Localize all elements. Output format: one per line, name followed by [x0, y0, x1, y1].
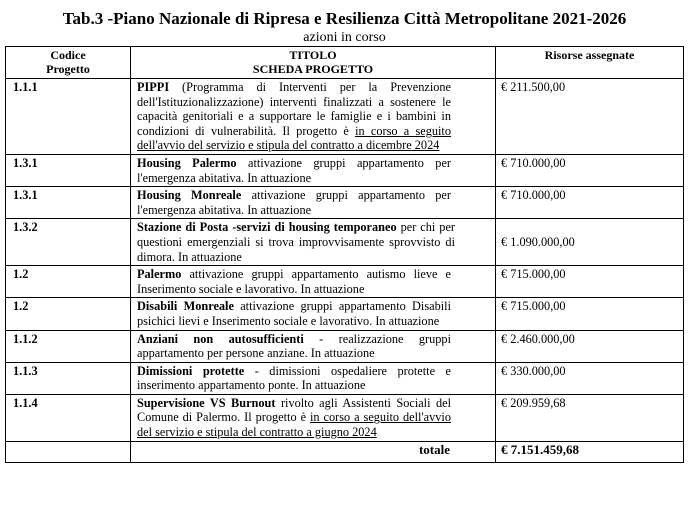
project-name: Housing Palermo	[137, 155, 237, 170]
project-text: - dimissioni ospedaliere protette e inserimento appartamento ponte. In attuazione	[137, 363, 451, 393]
table-row	[6, 330, 684, 362]
project-code: 1.1.1	[6, 79, 131, 155]
project-description	[131, 298, 496, 330]
table-row	[6, 362, 684, 394]
assigned-amount: € 2.460.000,00	[496, 330, 684, 362]
project-name: PIPPI	[137, 80, 170, 94]
project-name: Stazione di Posta -servizi di housing temporaneo	[137, 220, 397, 235]
project-code: 1.1.3	[6, 362, 131, 394]
project-code: 1.3.1	[6, 154, 131, 186]
assigned-amount: € 715.000,00	[496, 298, 684, 330]
assigned-amount: € 1.090.000,00	[496, 219, 684, 266]
project-name: Supervisione VS Burnout	[137, 395, 276, 410]
table-row	[6, 266, 684, 298]
project-description	[131, 187, 496, 219]
project-text: attivazione gruppi appartamento per l'emergenza abitativa. In attuazione	[137, 155, 452, 185]
project-text: - realizzazione gruppi appartamento per persone anziane. In attuazione	[137, 331, 451, 361]
assigned-amount: € 209.959,68	[496, 394, 684, 441]
project-status-underlined: in corso a seguito dell'avvio del servizio e stipula del contratto a dicembre 2024	[137, 123, 451, 153]
project-description	[131, 394, 496, 441]
table-row	[6, 187, 684, 219]
table-title: Tab.3 -Piano Nazionale di Ripresa e Resilienza Città Metropolitane 2021-2026	[62, 9, 627, 28]
header-titolo: TITOLO SCHEDA PROGETTO	[131, 47, 496, 79]
project-description	[131, 154, 496, 186]
assigned-amount: € 330.000,00	[496, 362, 684, 394]
project-code: 1.1.2	[6, 330, 131, 362]
project-code: 1.1.4	[6, 394, 131, 441]
project-text: attivazione gruppi appartamento per l'emergenza abitativa. In attuazione	[137, 188, 451, 217]
project-description	[131, 362, 496, 394]
total-label: totale	[131, 441, 496, 462]
header-code: Codice Progetto	[6, 47, 131, 79]
total-amount: € 7.151.459,68	[496, 441, 684, 462]
project-name: Disabili Monreale	[137, 299, 234, 314]
header-row	[6, 47, 684, 79]
project-status-underlined: in corso a seguito dell'avvio del servizio e stipula del contratto a giugno 2024	[137, 410, 451, 440]
table-row	[6, 219, 684, 266]
assigned-amount: € 715.000,00	[496, 266, 684, 298]
project-code: 1.2	[6, 266, 131, 298]
project-code: 1.2	[6, 298, 131, 330]
project-description	[131, 330, 496, 362]
assigned-amount: € 710.000,00	[496, 187, 684, 219]
total-empty-cell	[6, 441, 131, 462]
project-text: per chi per questioni emergenziali si trova improvvisamente sprovvisto di dimora. In attuazione	[137, 220, 455, 264]
project-name: Housing Monreale	[137, 188, 242, 203]
project-name: Dimissioni protette	[137, 363, 245, 378]
project-description	[131, 219, 496, 266]
table-row	[6, 154, 684, 186]
project-code: 1.3.1	[6, 187, 131, 219]
project-description	[131, 79, 496, 155]
project-text: rivolto agli Assistenti Sociali del Comune di Palermo. Il progetto è	[137, 395, 451, 425]
project-description	[131, 266, 496, 298]
project-code: 1.3.2	[6, 219, 131, 266]
project-text: attivazione gruppi appartamento autismo lieve e Inserimento sociale e lavorativo. In attuazione	[137, 267, 451, 296]
assigned-amount: € 710.000,00	[496, 154, 684, 186]
assigned-amount: € 211.500,00	[496, 79, 684, 155]
project-name: Palermo	[137, 267, 182, 282]
table-row	[6, 298, 684, 330]
project-name: Anziani non autosufficienti	[137, 331, 304, 346]
header-risorse: Risorse assegnate	[496, 47, 684, 79]
pnrr-table	[5, 46, 684, 463]
project-text: (Programma di Interventi per la Prevenzione dell'Istituzionalizzazione) interventi finalizzati a sostenere le capacità genitoriali e a supportare le famiglie e i bambini in condizioni di vulnerabilità. Il progetto è	[137, 80, 451, 138]
table-row	[6, 79, 684, 155]
total-row	[6, 441, 684, 462]
project-text: attivazione gruppi appartamento Disabili psichici lievi e Inserimento sociale e lavorativo. In attuazione	[137, 299, 451, 328]
table-subtitle: azioni in corso	[303, 30, 386, 45]
table-row	[6, 394, 684, 441]
